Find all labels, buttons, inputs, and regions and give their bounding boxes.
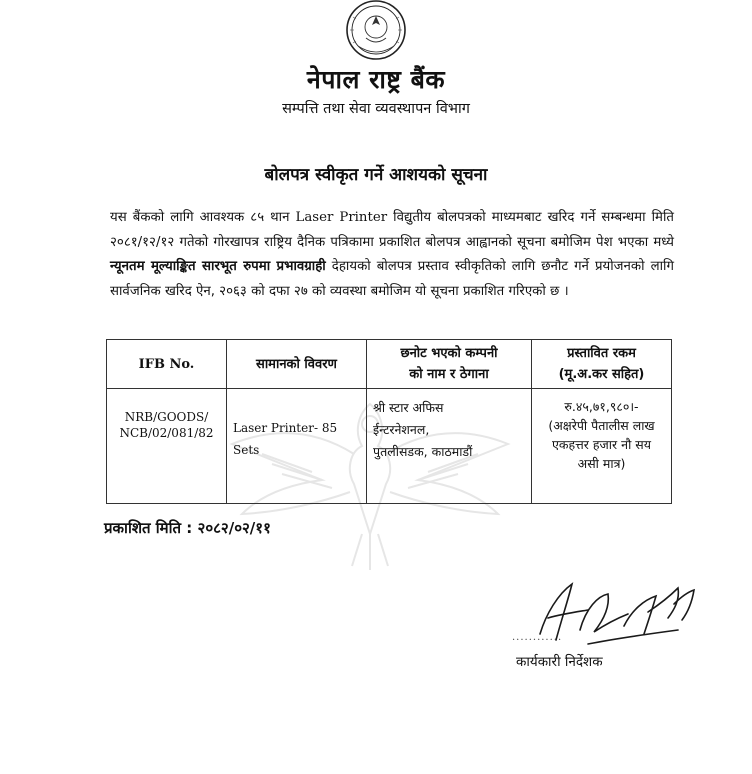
body-product: Laser Printer bbox=[295, 210, 388, 225]
header-proposed-amount bbox=[532, 340, 672, 389]
notice-title: बोलपत्र स्वीकृत गर्ने आशयको सूचना bbox=[264, 165, 488, 185]
bank-seal-icon bbox=[336, 0, 416, 62]
body-part1: यस बैंकको लागि आवश्यक ८५ थान bbox=[110, 210, 296, 225]
cell-amount bbox=[532, 389, 672, 504]
cell-ifb-no bbox=[107, 389, 227, 504]
ifb-line1: NRB/GOODS/ bbox=[124, 410, 209, 424]
company-line1: श्री स्टार अफिस bbox=[373, 400, 444, 415]
signature-line: ............ bbox=[512, 632, 563, 643]
amount-line4: असी मात्र) bbox=[577, 456, 626, 471]
cell-company bbox=[367, 389, 532, 504]
amount-line3: एकहत्तर हजार नौ सय bbox=[552, 437, 651, 452]
bid-table bbox=[106, 339, 672, 504]
published-date: प्रकाशित मिति : २०८२/०२/११ bbox=[104, 519, 271, 537]
header-company-line2: को नाम र ठेगाना bbox=[409, 367, 489, 382]
department-name: सम्पत्ति तथा सेवा व्यवस्थापन विभाग bbox=[282, 101, 470, 117]
body-part2: विद्युतीय बोलपत्रको माध्यमबाट खरिद गर्ने सम्बन्धमा मिति २०८१/१२/१२ गतेको गोरखापत्र राष्ट्रिय दैनिक पत्रिकामा प्रकाशित बोलपत्र आह्वानको सूचना बमोजिम पेश भएका मध्ये bbox=[110, 210, 674, 250]
company-line3: पुतलीसडक, काठमाडौं bbox=[373, 444, 473, 459]
header-item-description: सामानको विवरण bbox=[227, 340, 367, 389]
company-line2: ईन्टरनेशनल, bbox=[373, 422, 430, 437]
header-company-line1: छनोट भएको कम्पनी bbox=[400, 346, 498, 361]
body-part3: देहायको बोलपत्र प्रस्ताव स्वीकृतिको लागि छनौट गर्ने प्रयोजनको लागि सार्वजनिक खरिद ऐन, २०६३ को दफा २७ को व्यवस्था बमोजिम यो सूचना प्रकाशित गरिएको छ । bbox=[110, 259, 674, 299]
header-selected-company bbox=[367, 340, 532, 389]
header-amount-line2: (मू.अ.कर सहित) bbox=[558, 367, 645, 382]
signatory-title: कार्यकारी निर्देशक bbox=[516, 654, 603, 670]
amount-line1: रु.४५,७१,९८०।- bbox=[564, 399, 639, 414]
table-header-row bbox=[107, 340, 672, 389]
body-bold: न्यूनतम मूल्याङ्कित सारभूत रुपमा प्रभावग्राही bbox=[110, 259, 326, 274]
amount-line2: (अक्षरेपी पैतालीस लाख bbox=[548, 418, 655, 433]
table-row bbox=[107, 389, 672, 504]
ifb-line2: NCB/02/081/82 bbox=[119, 426, 214, 440]
org-name: नेपाल राष्ट्र बैंक bbox=[306, 65, 446, 94]
header-ifb-no: IFB No. bbox=[107, 340, 227, 389]
notice-body bbox=[110, 206, 674, 304]
cell-item: Laser Printer- 85 Sets bbox=[227, 389, 367, 504]
header-amount-line1: प्रस्तावित रकम bbox=[567, 346, 636, 361]
